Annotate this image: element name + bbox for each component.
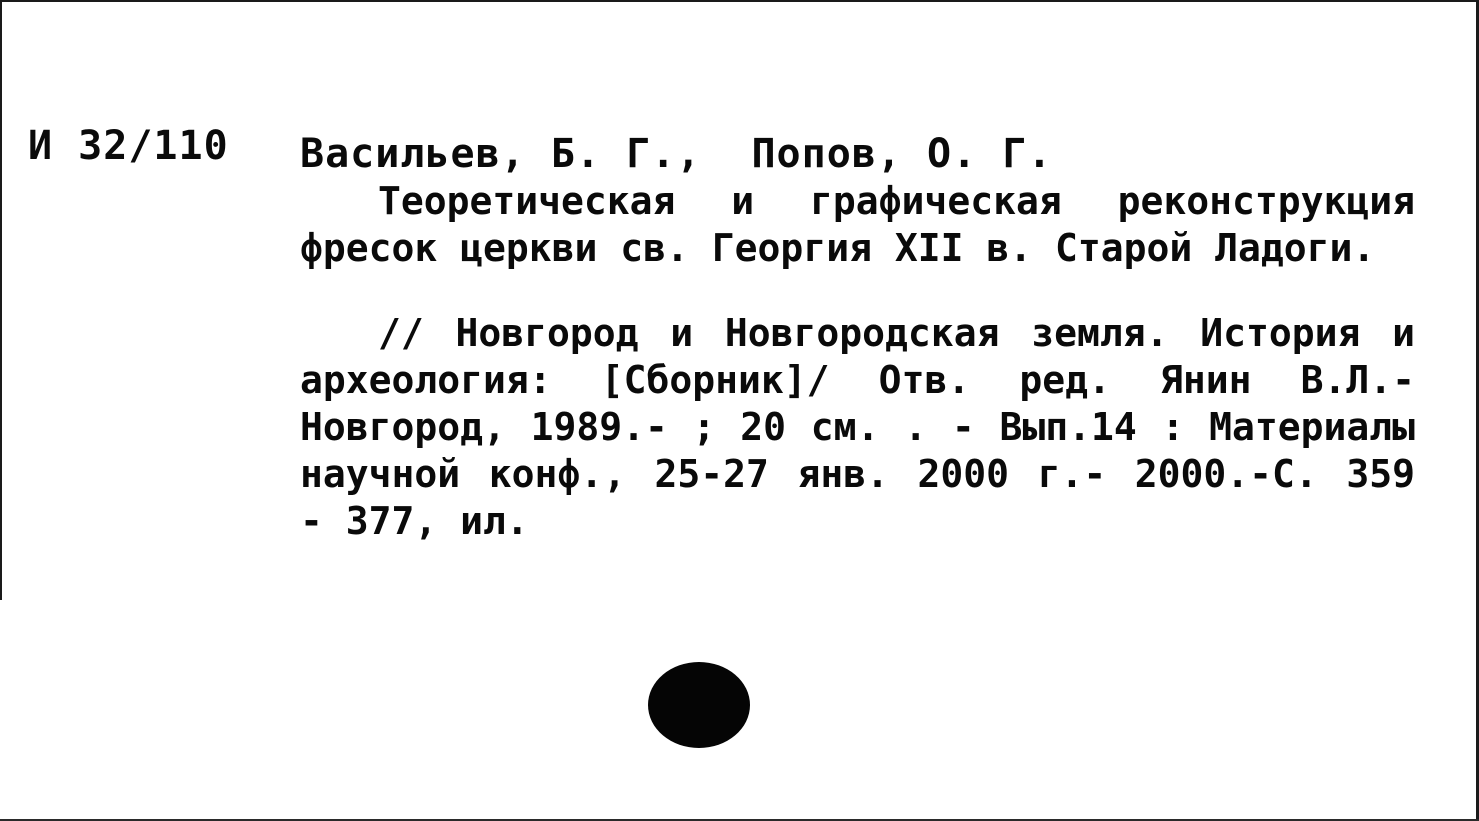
punch-hole (648, 662, 750, 748)
scan-edge-top (0, 0, 1479, 2)
title-entry: Теоретическая и графическая реконструкция фресок церкви св. Георгия XII в. Старой Ладоги. (300, 179, 1415, 270)
source-entry: // Новгород и Новгородская земля. История и археология: [Сборник]/ Отв. ред. Янин В.Л.- Новгород, 1989.- ; 20 см. . - Вып.14 : Материалы научной конф., 25-27 янв. 2000 г.- 2000.-С. 359 - 377, ил. (300, 311, 1415, 543)
authors-heading: Васильев, Б. Г., Попов, О. Г. (300, 131, 1053, 177)
scan-edge-left (0, 0, 2, 600)
call-number: И 32/110 (28, 123, 229, 169)
